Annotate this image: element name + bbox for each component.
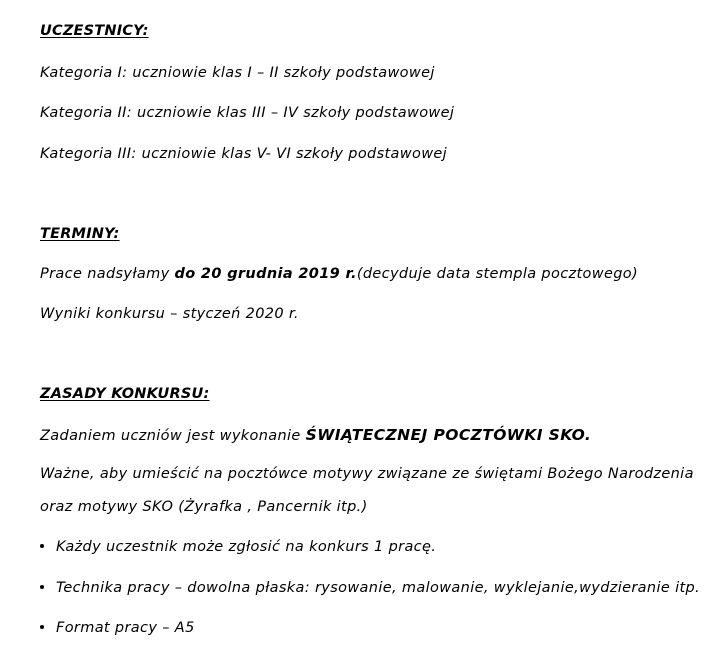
results-date: Wyniki konkursu – styczeń 2020 r. — [40, 306, 299, 322]
participants-heading: UCZESTNICY: — [40, 23, 149, 39]
category-3: Kategoria III: uczniowie klas V- VI szkoły podstawowej — [40, 146, 448, 162]
bullet-text-3: Format pracy – A5 — [56, 620, 195, 636]
important-line-1: Ważne, aby umieścić na pocztówce motywy związane ze świętami Bożego Narodzenia — [40, 466, 694, 482]
rules-heading: ZASADY KONKURSU: — [40, 386, 210, 402]
submission-deadline-line — [40, 264, 638, 284]
bullet-dot-icon — [40, 585, 44, 589]
task-highlight: ŚWIĄTECZNEJ POCZTÓWKI SKO. — [305, 426, 592, 444]
deadlines-heading: TERMINY: — [40, 226, 120, 242]
category-2: Kategoria II: uczniowie klas III – IV szkoły podstawowej — [40, 105, 455, 121]
bullet-item-1 — [40, 537, 436, 557]
category-1: Kategoria I: uczniowie klas I – II szkoły podstawowej — [40, 65, 435, 81]
bullet-dot-icon — [40, 544, 44, 548]
task-line — [40, 425, 591, 446]
submission-suffix: (decyduje data stempla pocztowego) — [356, 266, 639, 282]
bullet-text-2: Technika pracy – dowolna płaska: rysowanie, malowanie, wyklejanie,wydzieranie itp. — [56, 580, 700, 596]
bullet-item-2 — [40, 578, 700, 598]
important-line-2: oraz motywy SKO (Żyrafka , Pancernik itp.) — [40, 499, 368, 515]
bullet-text-1: Każdy uczestnik może zgłosić na konkurs 1 pracę. — [56, 539, 437, 555]
submission-prefix: Prace nadsyłamy — [40, 266, 175, 282]
submission-deadline-date: do 20 grudnia 2019 r. — [174, 266, 357, 282]
bullet-item-3 — [40, 618, 195, 638]
task-prefix: Zadaniem uczniów jest wykonanie — [40, 428, 306, 444]
bullet-dot-icon — [40, 625, 44, 629]
